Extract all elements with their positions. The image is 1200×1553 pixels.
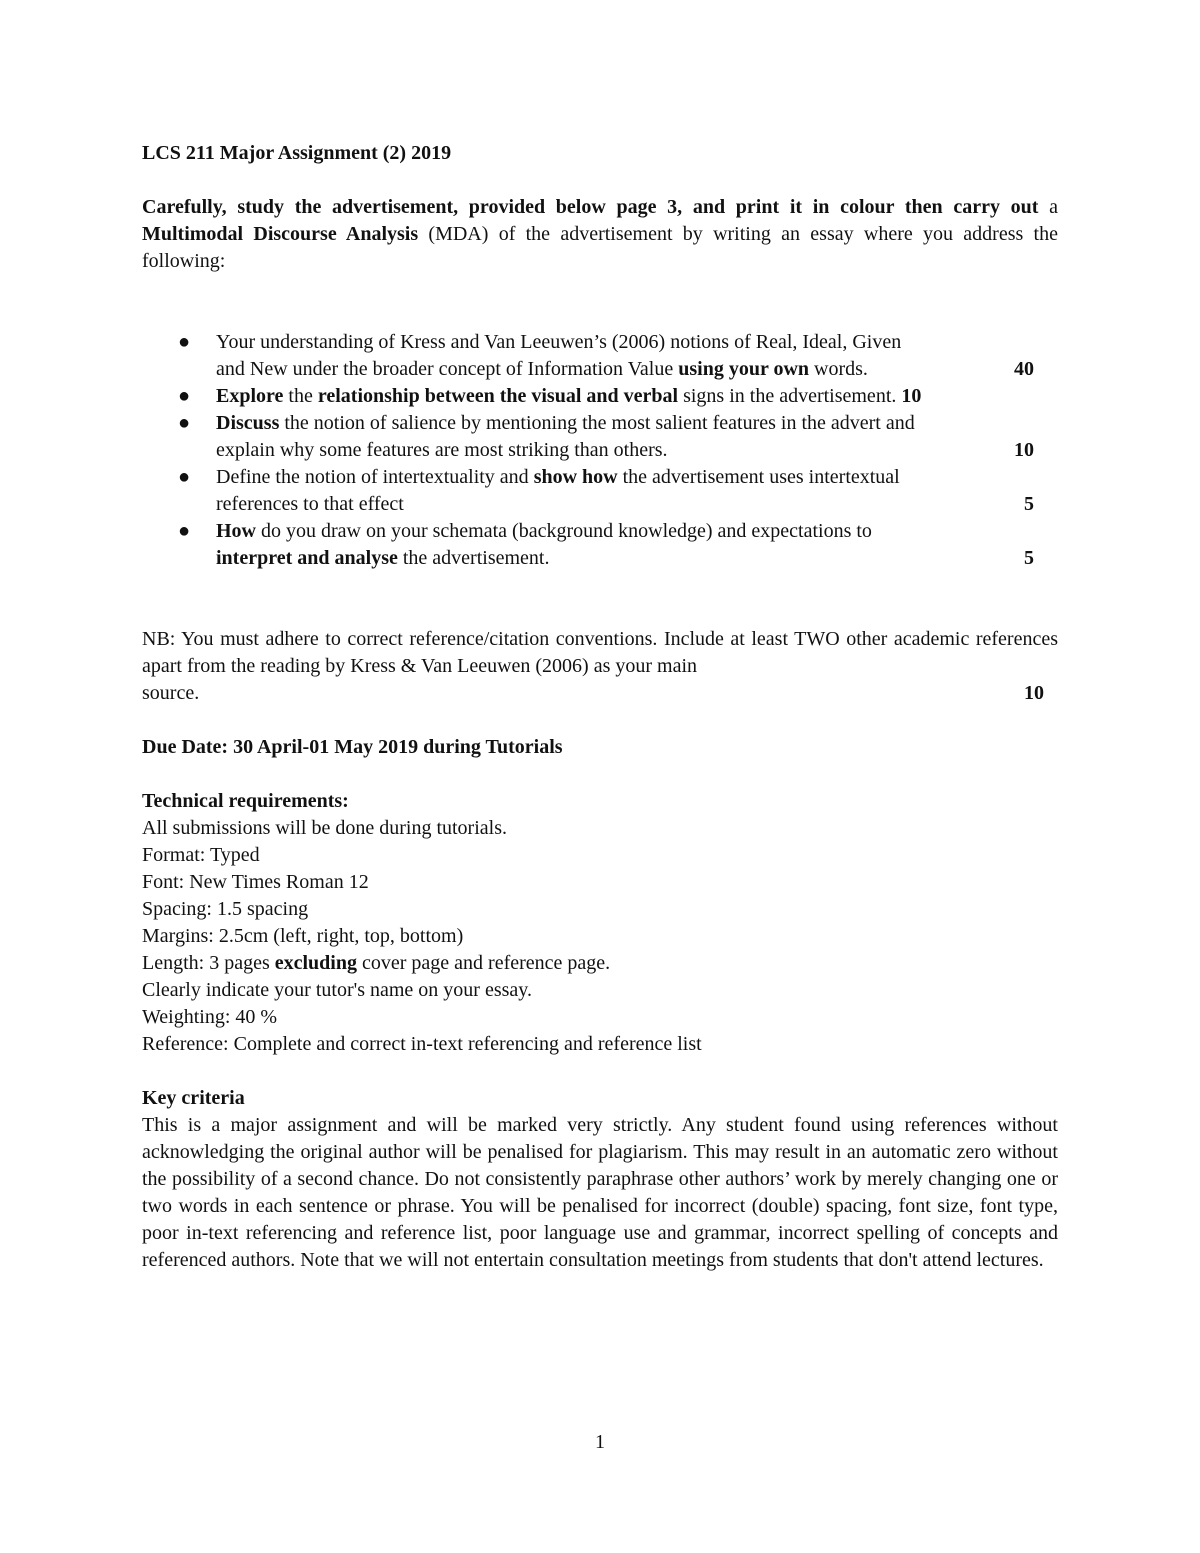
task-5-bold-1: How — [216, 520, 256, 542]
task-2-text-2: signs in the advertisement. — [678, 385, 902, 407]
task-5-line-2: the advertisement. — [397, 547, 550, 569]
requirement-length — [142, 950, 1058, 977]
task-2-bold-2: relationship between the visual and verbal — [317, 385, 679, 407]
task-4-line-2: references to that effect — [216, 493, 404, 515]
task-2-bold-1: Explore — [216, 385, 284, 407]
length-bold: excluding — [274, 952, 357, 974]
task-item — [142, 464, 1058, 518]
task-text-line — [216, 329, 1058, 356]
task-item — [142, 518, 1058, 572]
requirement-line: Format: Typed — [142, 844, 260, 866]
task-3-text — [216, 410, 1058, 437]
nb-last-row — [142, 680, 1058, 707]
task-2-text — [216, 383, 1058, 410]
requirement-line: Margins: 2.5cm (left, right, top, bottom) — [142, 925, 464, 947]
nb-last-line: source. — [142, 682, 200, 704]
technical-requirements-heading: Technical requirements: — [142, 790, 349, 812]
key-criteria-text: This is a major assignment and will be marked very strictly. Any student found using references without acknowledging the original author will be penalised for plagiarism. This may result in an automatic zero without the possibility of a second chance. Do not consistently paraphrase other authors’ work by merely changing one or two words in each sentence or phrase. You will be penalised for incorrect (double) spacing, font size, font type, poor in-text referencing and reference list, poor language use and grammar, incorrect spelling of concepts and referenced authors. Note that we will not entertain consultation meetings from students that don't attend lectures. — [142, 1114, 1058, 1271]
task-item — [142, 329, 1058, 383]
length-post: cover page and reference page. — [357, 952, 611, 974]
document-title: LCS 211 Major Assignment (2) 2019 — [142, 142, 452, 164]
task-3-row — [216, 437, 1058, 464]
task-4-mark: 5 — [1024, 493, 1034, 515]
requirement-line: Clearly indicate your tutor's name on your essay. — [142, 979, 532, 1001]
task-5-bold-2: interpret and analyse — [216, 547, 398, 569]
task-1-line-1: Your understanding of Kress and Van Leeuwen’s (2006) notions of Real, Ideal, Given — [216, 331, 902, 353]
task-2-text-1: the — [283, 385, 318, 407]
task-item — [142, 383, 1058, 410]
task-4-text — [216, 464, 1058, 491]
spacer — [142, 275, 1058, 329]
bullet-icon: ● — [178, 466, 191, 488]
task-3-text-1: the notion of salience by mentioning the most salient features in the advert and — [279, 412, 915, 434]
instruction-text-2: (MDA) of the advertisement by writing an essay where you address the following: — [142, 223, 1058, 272]
task-3-line-2: explain why some features are most striking than others. — [216, 439, 668, 461]
requirement-line: All submissions will be done during tutorials. — [142, 817, 507, 839]
task-1-tail: words. — [809, 358, 868, 380]
bullet-icon: ● — [178, 385, 191, 407]
instruction-text-1: a — [1038, 196, 1058, 218]
task-2-mark: 10 — [901, 385, 922, 407]
task-5-mark: 5 — [1024, 547, 1034, 569]
spacer — [142, 761, 1058, 788]
task-4-text-2: the advertisement uses intertextual — [617, 466, 900, 488]
task-4-bold-1: show how — [533, 466, 618, 488]
bullet-icon: ● — [178, 331, 191, 353]
task-1-line-2: and New under the broader concept of Information Value — [216, 358, 679, 380]
task-3-mark: 10 — [1014, 439, 1034, 461]
instruction-bold-1: Carefully, study the advertisement, provided below page 3, and print it in colour then carry out — [142, 196, 1039, 218]
task-5-text — [216, 518, 1058, 545]
requirement-line: Weighting: 40 % — [142, 1006, 278, 1028]
bullet-icon: ● — [178, 412, 191, 434]
page-number: 1 — [595, 1431, 605, 1453]
spacer — [142, 572, 1058, 626]
assignment-instructions — [142, 194, 1058, 275]
task-5-row — [216, 545, 1058, 572]
spacer — [142, 707, 1058, 734]
instruction-bold-2: Multimodal Discourse Analysis — [142, 223, 419, 245]
task-5-text-1: do you draw on your schemata (background knowledge) and expectations to — [256, 520, 872, 542]
due-date: Due Date: 30 April-01 May 2019 during Tutorials — [142, 736, 563, 758]
bullet-icon: ● — [178, 520, 191, 542]
task-4-row — [216, 491, 1058, 518]
spacer — [142, 1058, 1058, 1085]
task-1-emphasis: using your own — [678, 358, 810, 380]
key-criteria-heading: Key criteria — [142, 1087, 245, 1109]
task-4-text-1: Define the notion of intertextuality and — [216, 466, 534, 488]
task-1-mark: 40 — [1014, 358, 1034, 380]
document-page — [142, 140, 1058, 1274]
nb-mark: 10 — [1024, 682, 1044, 704]
task-3-bold-1: Discuss — [216, 412, 280, 434]
requirement-line: Font: New Times Roman 12 — [142, 871, 369, 893]
requirement-line: Spacing: 1.5 spacing — [142, 898, 309, 920]
nb-note: NB: You must adhere to correct reference/citation conventions. Include at least TWO other academic references apart from the reading by Kress & Van Leeuwen (2006) as your main — [142, 628, 1058, 677]
requirement-line: Reference: Complete and correct in-text referencing and reference list — [142, 1033, 702, 1055]
length-pre: Length: 3 pages — [142, 952, 275, 974]
task-item — [142, 410, 1058, 464]
task-1-row — [216, 356, 1058, 383]
task-list — [142, 329, 1058, 572]
